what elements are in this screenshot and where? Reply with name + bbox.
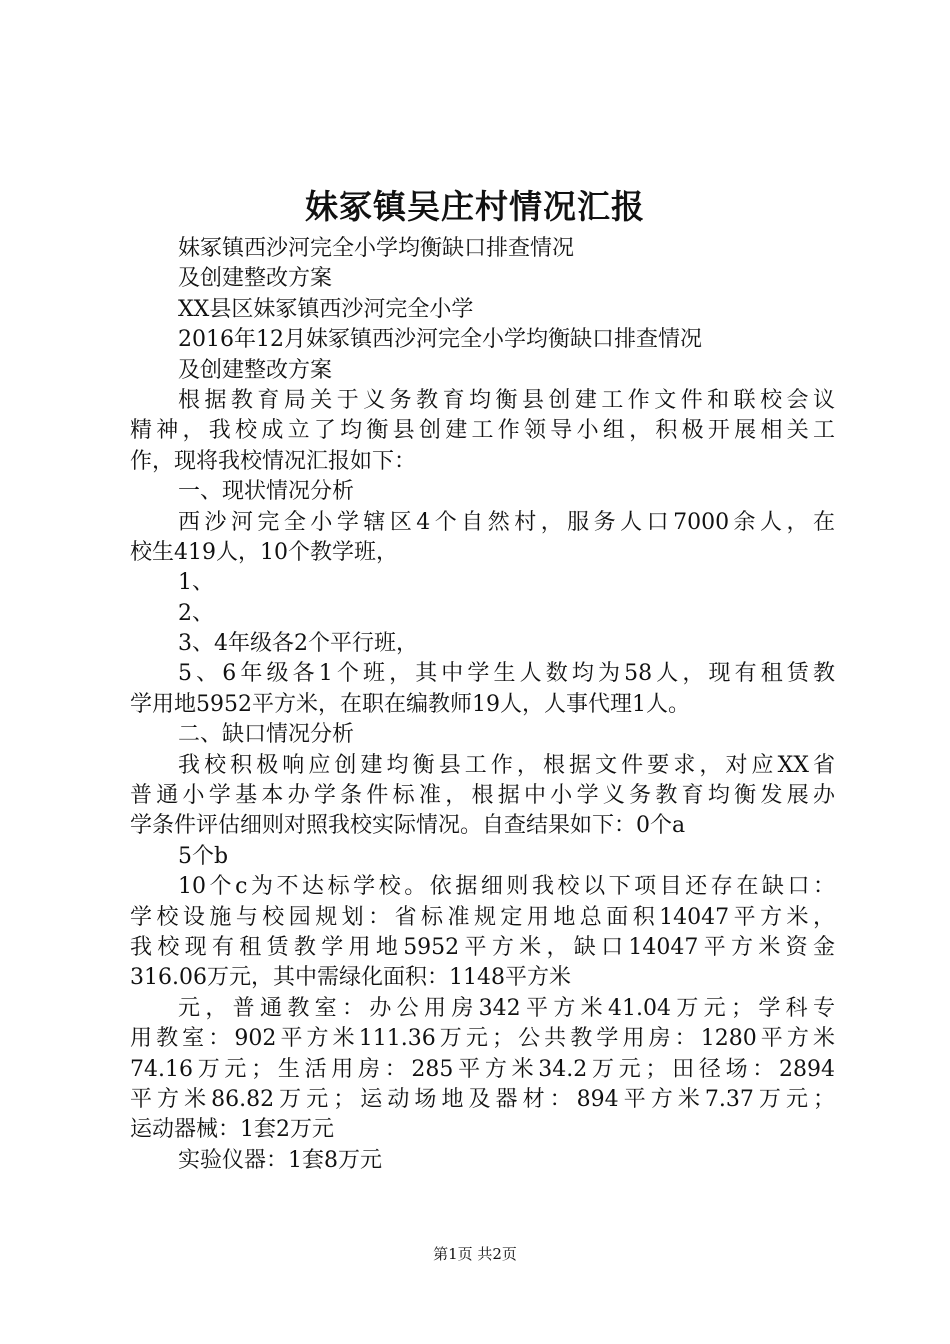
text-line: 10个c为不达标学校。依据细则我校以下项目还存在缺口： <box>178 874 835 900</box>
text-line: 5个b <box>178 843 229 869</box>
text-line: 学用地5952平方米，在职在编教师19人，人事代理1人。 <box>130 691 690 717</box>
text-line: 精神，我校成立了均衡县创建工作领导小组，积极开展相关工 <box>130 418 835 444</box>
text-line: 5、6年级各1个班，其中学生人数均为58人，现有租赁教 <box>178 661 835 687</box>
text-line: 平方米86.82万元；运动场地及器材：894平方米7.37万元； <box>130 1086 835 1112</box>
text-line: 及创建整改方案 <box>178 357 333 383</box>
text-line: 妹冢镇西沙河完全小学均衡缺口排查情况 <box>178 236 575 261</box>
text-line: 实验仪器：1套8万元 <box>178 1147 382 1173</box>
text-line: 作，现将我校情况汇报如下： <box>130 448 417 474</box>
document-title: 妹冢镇吴庄村情况汇报 <box>305 187 645 226</box>
text-line: 及创建整改方案 <box>178 266 333 292</box>
text-line: 普通小学基本办学条件标准，根据中小学义务教育均衡发展办 <box>130 783 835 809</box>
text-line: 2、 <box>178 600 214 626</box>
text-line: 西沙河完全小学辖区4个自然村，服务人口7000余人，在 <box>178 509 835 535</box>
text-line: 用教室：902平方米111.36万元；公共教学用房：1280平方米 <box>130 1026 835 1052</box>
text-line: 74.16万元；生活用房：285平方米34.2万元；田径场：2894 <box>130 1056 835 1082</box>
text-line: 根据教育局关于义务教育均衡县创建工作文件和联校会议 <box>178 387 835 413</box>
text-line: XX县区妹冢镇西沙河完全小学 <box>178 296 474 322</box>
text-line: 2016年12月妹冢镇西沙河完全小学均衡缺口排查情况 <box>178 327 702 353</box>
text-line: 我校积极响应创建均衡县工作，根据文件要求，对应XX省 <box>178 752 835 778</box>
text-line: 运动器械：1套2万元 <box>130 1117 334 1143</box>
text-line: 校生419人，10个教学班， <box>130 539 398 565</box>
text-line: 3、4年级各2个平行班， <box>178 631 418 657</box>
page-footer: 第1页 共2页 <box>433 1245 517 1263</box>
text-line: 一、现状情况分析 <box>178 479 355 505</box>
text-line: 学校设施与校园规划：省标准规定用地总面积14047平方米， <box>130 904 835 930</box>
text-line: 我校现有租赁教学用地5952平方米，缺口14047平方米资金 <box>130 934 835 960</box>
text-line: 元，普通教室：办公用房342平方米41.04万元；学科专 <box>178 995 835 1021</box>
text-line: 学条件评估细则对照我校实际情况。自查结果如下：0个a <box>130 813 686 839</box>
text-line: 316.06万元，其中需绿化面积：1148平方米 <box>130 965 571 991</box>
text-line: 1、 <box>178 570 214 596</box>
text-line: 二、缺口情况分析 <box>178 722 355 748</box>
document-body <box>130 234 835 1176</box>
